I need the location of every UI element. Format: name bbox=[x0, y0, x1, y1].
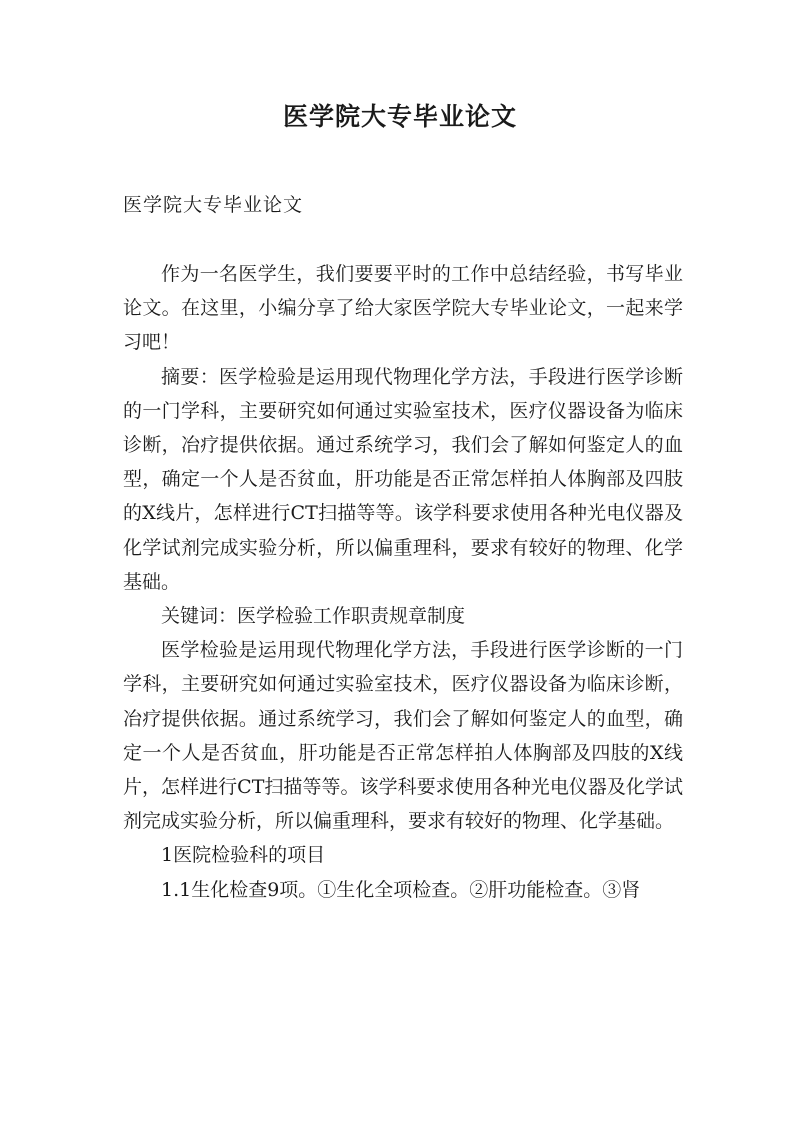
section-heading: 1医院检验科的项目 bbox=[161, 844, 326, 867]
document-subtitle: 医学院大专毕业论文 bbox=[123, 194, 304, 216]
paragraph-abstract: 摘要：医学检验是运用现代物理化学方法，手段进行医学诊断的一门学科，主要研究如何通过实验室技术，医疗仪器设备为临床诊断，冶疗提供依据。通过系统学习，我们会了解如何鉴定人的血型，确定一个人是否贫血，肝功能是否正常怎样拍人体胸部及四肢的X线片，怎样进行CT扫描等等。该学科要求使用各种光电仪器及化学试剂完成实验分析，所以偏重理科，要求有较好的物理、化学基础。 bbox=[123, 365, 683, 593]
paragraph-keywords: 关键词：医学检验工作职责规章制度 bbox=[161, 605, 466, 628]
document-title: 医学院大专毕业论文 bbox=[282, 102, 517, 131]
paragraph-intro: 作为一名医学生，我们要要平时的工作中总结经验，书写毕业论文。在这里，小编分享了给大家医学院大专毕业论文，一起来学习吧！ bbox=[123, 263, 683, 354]
document-body bbox=[123, 257, 683, 907]
paragraph-section-1-1: 1.1生化检查9项。①生化全项检查。②肝功能检查。③肾 bbox=[161, 878, 641, 901]
paragraph-body: 医学检验是运用现代物理化学方法，手段进行医学诊断的一门学科，主要研究如何通过实验室技术，医疗仪器设备为临床诊断，冶疗提供依据。通过系统学习，我们会了解如何鉴定人的血型，确定一个人是否贫血，肝功能是否正常怎样拍人体胸部及四肢的X线片，怎样进行CT扫描等等。该学科要求使用各种光电仪器及化学试剂完成实验分析，所以偏重理科，要求有较好的物理、化学基础。 bbox=[123, 639, 683, 833]
